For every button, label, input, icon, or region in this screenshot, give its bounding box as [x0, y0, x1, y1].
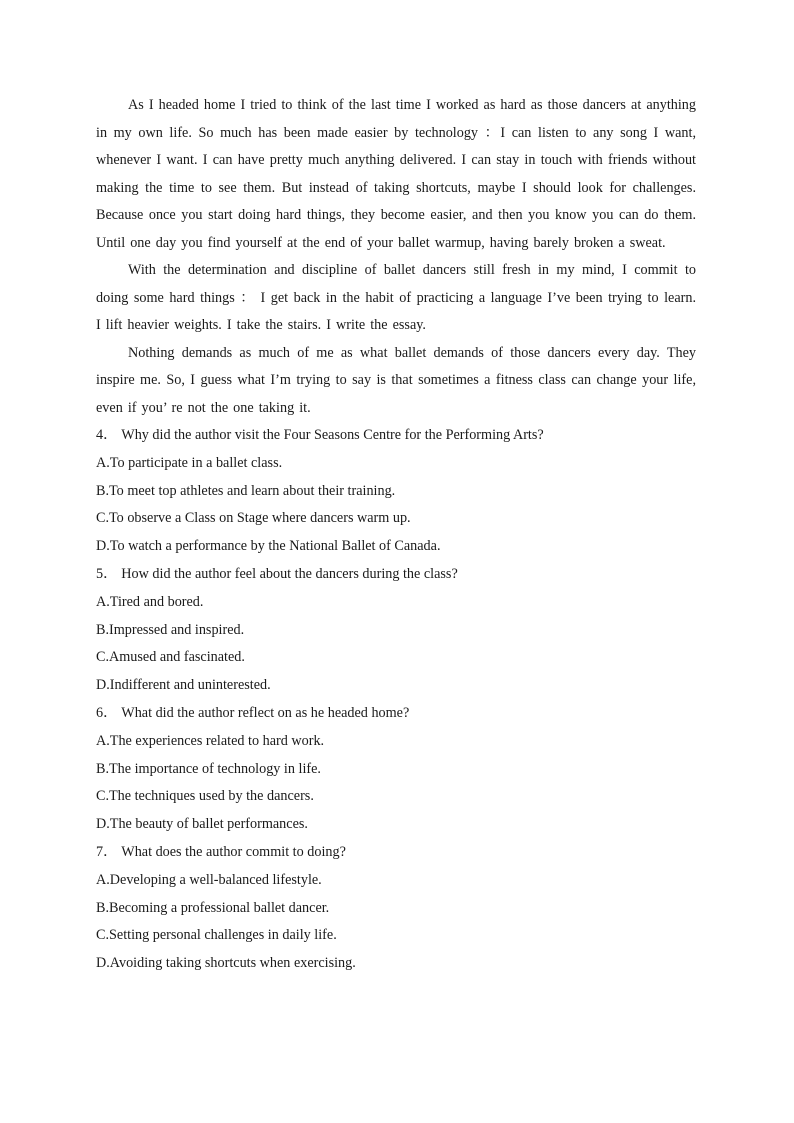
question-stem: [96, 422, 696, 450]
question-number: 5．: [96, 565, 118, 582]
option-b: B.Impressed and inspired.: [96, 621, 245, 638]
question-number: 7．: [96, 843, 118, 860]
passage-paragraph-1: As I headed home I tried to think of the last time I worked as hard as those dancers at anything in my own life. So much has been made easier by technology ：I can listen to any song I want, whenever I want. I can have pretty much anything delivered. I can stay in touch with friends without making the time to see them. But instead of taking shortcuts, maybe I should look for challenges. Because once you start doing hard things, they become easier, and then you know you can do them. Until one day you find yourself at the end of your ballet warmup, having barely broken a sweat.: [96, 97, 696, 251]
question-4: [96, 422, 696, 561]
question-6: [96, 700, 696, 839]
option-d: D.The beauty of ballet performances.: [96, 816, 308, 833]
option-a: A.Developing a well-balanced lifestyle.: [96, 871, 322, 888]
question-text: What does the author commit to doing?: [121, 843, 346, 860]
option-a: A.To participate in a ballet class.: [96, 454, 283, 471]
question-text: How did the author feel about the dancers during the class?: [121, 565, 458, 582]
option-b: B.To meet top athletes and learn about their training.: [96, 482, 396, 499]
question-text: Why did the author visit the Four Seasons Centre for the Performing Arts?: [121, 427, 544, 443]
option-b: B.Becoming a professional ballet dancer.: [96, 899, 330, 916]
option-d: D.Indifferent and uninterested.: [96, 677, 271, 694]
option-c: C.Amused and fascinated.: [96, 649, 245, 666]
option-d: D.Avoiding taking shortcuts when exercising.: [96, 955, 356, 972]
question-7: [96, 839, 696, 978]
question-stem: [96, 839, 696, 867]
question-text: What did the author reflect on as he headed home?: [121, 704, 410, 721]
question-number: 4．: [96, 427, 118, 443]
passage-paragraph-3: Nothing demands as much of me as what ballet demands of those dancers every day. They inspire me. So, I guess what I’m trying to say is that sometimes a fitness class can change your life, even if you’ re not the one taking it.: [96, 344, 696, 416]
question-number: 6．: [96, 704, 118, 721]
option-c: C.Setting personal challenges in daily life.: [96, 927, 337, 944]
passage-paragraph-2: With the determination and discipline of ballet dancers still fresh in my mind, I commit to doing some hard things ： I get back in the habit of practicing a language I’ve been trying to learn. I lift heavier weights. I take the stairs. I write the essay.: [96, 262, 696, 333]
option-d: D.To watch a performance by the National Ballet of Canada.: [96, 538, 441, 555]
option-a: A.Tired and bored.: [96, 593, 204, 610]
option-a: A.The experiences related to hard work.: [96, 732, 325, 749]
option-c: C.To observe a Class on Stage where dancers warm up.: [96, 510, 411, 527]
option-b: B.The importance of technology in life.: [96, 760, 321, 777]
document-page: [96, 92, 696, 978]
question-5: [96, 561, 696, 700]
reading-passage: [96, 92, 696, 422]
question-stem: [96, 561, 696, 589]
option-c: C.The techniques used by the dancers.: [96, 788, 314, 805]
question-stem: [96, 700, 696, 728]
